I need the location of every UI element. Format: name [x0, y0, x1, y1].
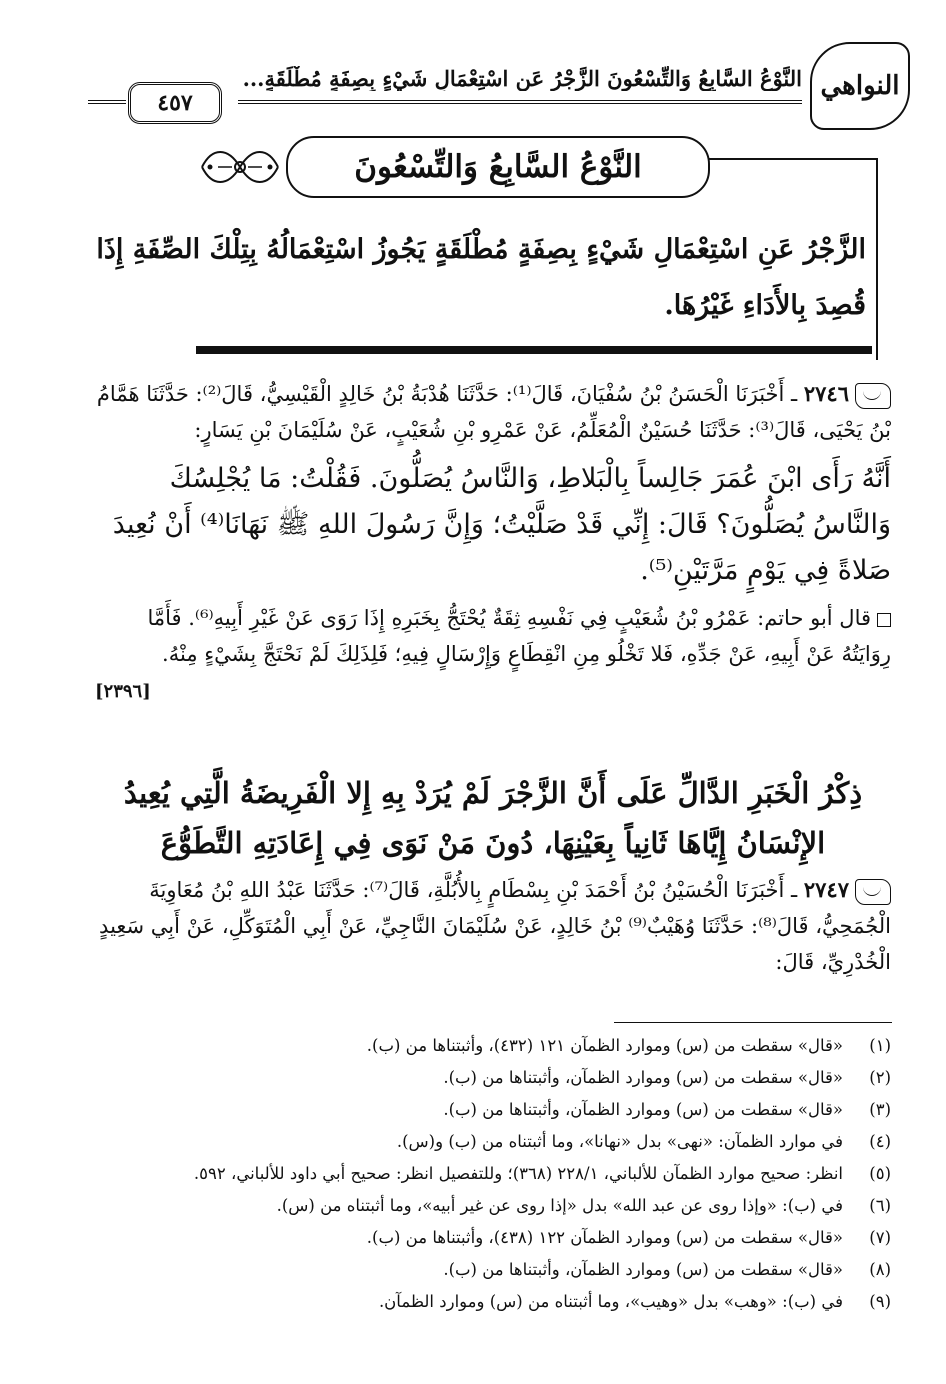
page-number: ٤٥٧	[128, 82, 222, 124]
comment-text: قال أبو حاتم: عَمْرُو بْنُ شُعَيْبٍ فِي نَفْسِهِ ثِقَةٌ يُحْتَجُّ بِخَبَرِهِ إِذَا رَوَى عَنْ غَيْرِ أَبِيهِ⁽⁶⁾. فَأَمَّا رِوَايَتُهُ عَنْ أَبِيهِ، عَنْ جَدِّهِ، فَلا تَخْلُو مِنِ انْقِطَاعٍ وَإِرْسَالٍ فِيهِ؛ فَلِذَلِكَ لَمْ نَحْتَجَّ بِشَيْءٍ مِنْهُ.	[147, 606, 891, 666]
isnad-text: ـ أَخْبَرَنَا الْحَسَنُ بْنُ سُفْيَانَ، قَالَ⁽¹⁾: حَدَّثَنَا هُدْبَةُ بْنُ خَالِدٍ الْقَيْسِيُّ، قَالَ⁽²⁾: حَدَّثَنَا هَمَّامُ بْنُ يَحْيَى، قَالَ⁽³⁾: حَدَّثَنَا حُسَيْنٌ الْمُعَلِّمُ، عَنْ عَمْرِو بْنِ شُعَيْبٍ، عَنْ سُلَيْمَانَ بْنِ يَسَارٍ:	[96, 382, 891, 442]
hadith-matn: أَنَّهُ رَأَى ابْنَ عُمَرَ جَالِساً بِالْبَلاطِ، وَالنَّاسُ يُصَلُّونَ. فَقُلْتُ: مَا يُجْلِسُكَ وَالنَّاسُ يُصَلُّونَ؟ قَالَ: إِنِّي قَدْ صَلَّيْتُ؛ وَإِنَّ رَسُولَ اللهِ ﷺ نَهَانَا⁽⁴⁾ أَنْ نُعِيدَ صَلاةً فِي يَوْمٍ مَرَّتَيْنِ⁽⁵⁾.	[112, 463, 891, 586]
footnote: (٩)في (ب): «وهب» بدل «وهيب»، وما أثبتناه من (س) وموارد الظمآن.	[378, 1292, 891, 1311]
hadith-2746	[95, 376, 891, 710]
bab-title: ذِكْرُ الْخَبَرِ الدَّالِّ عَلَى أَنَّ الزَّجْرَ لَمْ يُرَدْ بِهِ إِلا الْفَرِيضَةُ الَّتِي يُعِيدُ الإِنْسَانُ إِيَّاهَا ثَانِياً بِعَيْنِهَا، دُونَ مَنْ نَوَى فِي إِعَادَتِهِ التَّطَوُّعَ	[123, 776, 863, 860]
chapter-heading	[96, 128, 878, 356]
footnote-rule	[614, 1022, 892, 1023]
cross-reference: [٢٣٩٦]	[95, 681, 151, 702]
chapter-title: النَّوْعُ السَّابِعُ وَالتِّسْعُونَ	[286, 136, 710, 198]
chapter-rule	[196, 346, 872, 354]
footnote: (٨)«قال» سقطت من (س) وموارد الظمآن، وأثبتناها من (ب).	[443, 1260, 891, 1279]
footnote: (٦)في (ب): «وإذا روى عن عبد الله» بدل «إذا روى عن غير أبيه»، وما أثبتناه من (س).	[276, 1196, 891, 1215]
footnote: (٥)انظر: صحيح موارد الظمآن للألباني، ٢٢٨/١ (٣٦٨)؛ وللتفصيل انظر: صحيح أبي داود للألباني، ٥٩٢.	[193, 1164, 891, 1183]
footnote: (٢)«قال» سقطت من (س) وموارد الظمآن، وأثبتناها من (ب).	[443, 1068, 891, 1087]
footnote: (١)«قال» سقطت من (س) وموارد الظمآن ١٢١ (٤٣٢)، وأثبتناها من (ب).	[366, 1036, 891, 1055]
comment-box-icon	[877, 613, 891, 627]
hadith-marker-icon	[855, 383, 891, 409]
chapter-subtitle: الزَّجْرُ عَنِ اسْتِعْمَالِ شَيْءٍ بِصِفَةٍ مُطْلَقَةٍ يَجُوزُ اسْتِعْمَالُهُ بِتِلْكَ الصِّفَةِ إِذَا قُصِدَ بِالأَدَاءِ غَيْرُهَا.	[96, 234, 866, 321]
ornament-icon	[198, 142, 282, 192]
scholar-comment	[95, 600, 891, 672]
running-title: النَّوْعُ السَّابِعُ وَالتِّسْعُونَ الزَّجْرُ عَنِ اسْتِعْمَالِ شَيْءٍ بِصِفَةٍ مُطْلَقَةٍ...	[242, 66, 802, 91]
footnote: (٤)في موارد الظمآن: «نهى» بدل «نهانا»، وما أثبتناه من (ب) و(س).	[396, 1132, 891, 1151]
header-divider	[238, 100, 802, 104]
footnotes	[95, 1030, 891, 1318]
ref-line	[95, 672, 891, 710]
hadith-2747	[95, 872, 891, 980]
section-badge: النواهي	[810, 42, 910, 130]
hadith-number: ٢٧٤٧	[803, 877, 849, 902]
hadith-number: ٢٧٤٦	[803, 381, 849, 406]
hadith-marker-icon	[855, 879, 891, 905]
footnote: (٣)«قال» سقطت من (س) وموارد الظمآن، وأثبتناها من (ب).	[443, 1100, 891, 1119]
hadith-isnad	[95, 376, 891, 448]
footnote: (٧)«قال» سقطت من (س) وموارد الظمآن ١٢٢ (٤٣٨)، وأثبتناها من (ب).	[366, 1228, 891, 1247]
isnad-text: ـ أَخْبَرَنَا الْحُسَيْنُ بْنُ أَحْمَدَ بْنِ بِسْطَامٍ بِالأُبُلَّةِ، قَالَ⁽⁷⁾: حَدَّثَنَا عَبْدُ اللهِ بْنُ مُعَاوِيَةَ الْجُمَحِيُّ، قَالَ⁽⁸⁾: حَدَّثَنَا وُهَيْبٌ⁽⁹⁾ بْنُ خَالِدٍ، عَنْ سُلَيْمَانَ النَّاجِيِّ، عَنْ أَبِي الْمُتَوَكِّلِ، عَنْ أَبِي سَعِيدٍ الْخُدْرِيِّ، قَالَ:	[99, 878, 891, 974]
page-header	[88, 42, 898, 126]
header-divider-left	[88, 100, 126, 104]
